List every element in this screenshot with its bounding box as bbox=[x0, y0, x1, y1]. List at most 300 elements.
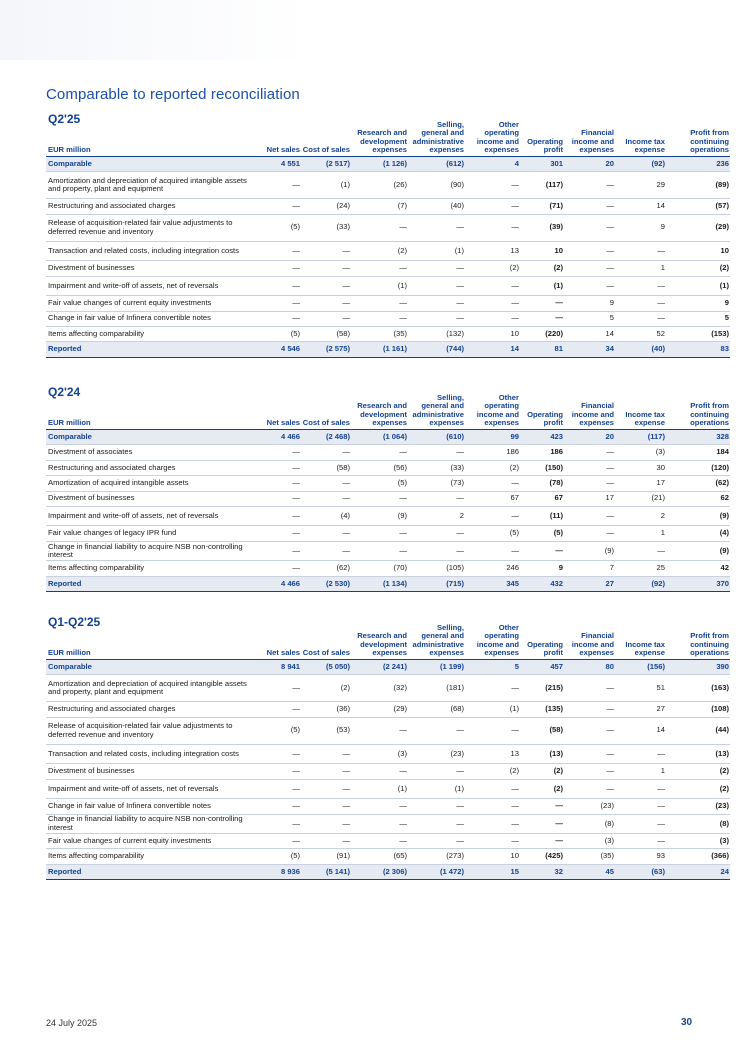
cell-net-sales: — bbox=[256, 172, 301, 199]
cell-rnd: (9) bbox=[351, 506, 408, 526]
cell-rnd: — bbox=[351, 526, 408, 541]
cell-cost-of-sales: — bbox=[301, 296, 351, 311]
cell-rnd: (35) bbox=[351, 326, 408, 341]
cell-sga: — bbox=[408, 834, 465, 849]
cell-fin: — bbox=[564, 526, 615, 541]
cell-cost-of-sales: — bbox=[301, 241, 351, 261]
table-row bbox=[46, 241, 730, 261]
row-label: Divestment of businesses bbox=[46, 491, 256, 506]
cell-rnd: (7) bbox=[351, 199, 408, 214]
cell-other-op: 67 bbox=[465, 491, 520, 506]
table-row bbox=[46, 541, 730, 561]
cell-sga: — bbox=[408, 491, 465, 506]
cell-sga: (744) bbox=[408, 342, 465, 357]
cell-fin: 20 bbox=[564, 430, 615, 445]
cell-rnd: (2 306) bbox=[351, 864, 408, 879]
cell-rnd: — bbox=[351, 541, 408, 561]
cell-other-op: 345 bbox=[465, 576, 520, 591]
row-label: Change in financial liability to acquire NSB non-controlling interest bbox=[46, 541, 256, 561]
cell-op-profit: (425) bbox=[520, 849, 564, 864]
row-label: Release of acquisition-related fair value adjustments to deferred revenue and inventory bbox=[46, 717, 256, 744]
cell-rnd: — bbox=[351, 261, 408, 276]
reported-row bbox=[46, 864, 730, 879]
cell-profit: (89) bbox=[666, 172, 730, 199]
cell-op-profit: — bbox=[520, 296, 564, 311]
cell-op-profit: (1) bbox=[520, 276, 564, 296]
cell-tax: 1 bbox=[615, 764, 666, 779]
cell-fin: — bbox=[564, 506, 615, 526]
row-label: Amortization and depreciation of acquired intangible assets and property, plant and equipment bbox=[46, 172, 256, 199]
cell-profit: 184 bbox=[666, 445, 730, 460]
cell-net-sales: (5) bbox=[256, 717, 301, 744]
cell-tax: — bbox=[615, 799, 666, 814]
row-label: Divestment of businesses bbox=[46, 261, 256, 276]
cell-rnd: (2) bbox=[351, 241, 408, 261]
cell-rnd: (26) bbox=[351, 172, 408, 199]
cell-profit: (9) bbox=[666, 541, 730, 561]
table-row bbox=[46, 276, 730, 296]
cell-rnd: (1 126) bbox=[351, 157, 408, 172]
cell-rnd: (65) bbox=[351, 849, 408, 864]
cell-rnd: — bbox=[351, 311, 408, 326]
cell-cost-of-sales: (58) bbox=[301, 460, 351, 475]
row-label: Comparable bbox=[46, 430, 256, 445]
row-label: Items affecting comparability bbox=[46, 849, 256, 864]
cell-net-sales: — bbox=[256, 675, 301, 702]
cell-net-sales: — bbox=[256, 476, 301, 491]
table-row bbox=[46, 779, 730, 799]
cell-fin: (8) bbox=[564, 814, 615, 834]
cell-op-profit: (2) bbox=[520, 764, 564, 779]
cell-rnd: — bbox=[351, 799, 408, 814]
cell-op-profit: 457 bbox=[520, 660, 564, 675]
header-row bbox=[46, 391, 730, 430]
cell-cost-of-sales: — bbox=[301, 541, 351, 561]
column-header-eur: EUR million bbox=[48, 418, 91, 428]
column-header-rnd: Research and development expenses bbox=[357, 631, 407, 658]
cell-fin: 17 bbox=[564, 491, 615, 506]
cell-profit: 62 bbox=[666, 491, 730, 506]
cell-profit: 390 bbox=[666, 660, 730, 675]
cell-rnd: — bbox=[351, 296, 408, 311]
cell-net-sales: — bbox=[256, 261, 301, 276]
cell-op-profit: (215) bbox=[520, 675, 564, 702]
cell-profit: 24 bbox=[666, 864, 730, 879]
table-row bbox=[46, 717, 730, 744]
cell-sga: — bbox=[408, 541, 465, 561]
cell-rnd: (1) bbox=[351, 276, 408, 296]
cell-profit: 236 bbox=[666, 157, 730, 172]
cell-fin: — bbox=[564, 445, 615, 460]
cell-sga: — bbox=[408, 799, 465, 814]
cell-profit: 42 bbox=[666, 561, 730, 576]
cell-sga: (40) bbox=[408, 199, 465, 214]
row-label: Fair value changes of current equity investments bbox=[46, 296, 256, 311]
reconciliation-table bbox=[46, 391, 730, 592]
cell-op-profit: — bbox=[520, 311, 564, 326]
cell-profit: (163) bbox=[666, 675, 730, 702]
cell-cost-of-sales: — bbox=[301, 526, 351, 541]
cell-tax: 1 bbox=[615, 261, 666, 276]
cell-rnd: (32) bbox=[351, 675, 408, 702]
header-band bbox=[0, 0, 310, 60]
cell-profit: (57) bbox=[666, 199, 730, 214]
cell-sga: (68) bbox=[408, 702, 465, 717]
cell-op-profit: 423 bbox=[520, 430, 564, 445]
cell-fin: — bbox=[564, 199, 615, 214]
row-label: Impairment and write-off of assets, net of reversals bbox=[46, 506, 256, 526]
cell-op-profit: (2) bbox=[520, 779, 564, 799]
cell-sga: (1 199) bbox=[408, 660, 465, 675]
cell-profit: 10 bbox=[666, 241, 730, 261]
items-affecting-comparability-row bbox=[46, 561, 730, 576]
cell-other-op: — bbox=[465, 172, 520, 199]
cell-op-profit: (220) bbox=[520, 326, 564, 341]
cell-op-profit: — bbox=[520, 814, 564, 834]
cell-net-sales: — bbox=[256, 445, 301, 460]
cell-fin: (9) bbox=[564, 541, 615, 561]
reconciliation-table bbox=[46, 621, 730, 880]
cell-profit: (4) bbox=[666, 526, 730, 541]
column-header-other-op: Other operating income and expenses bbox=[476, 392, 519, 428]
cell-cost-of-sales: (91) bbox=[301, 849, 351, 864]
table-row bbox=[46, 526, 730, 541]
row-label: Impairment and write-off of assets, net of reversals bbox=[46, 779, 256, 799]
cell-op-profit: (11) bbox=[520, 506, 564, 526]
cell-cost-of-sales: (58) bbox=[301, 326, 351, 341]
row-label: Divestment of associates bbox=[46, 445, 256, 460]
cell-other-op: 186 bbox=[465, 445, 520, 460]
cell-other-op: 15 bbox=[465, 864, 520, 879]
cell-profit: (1) bbox=[666, 276, 730, 296]
cell-net-sales: (5) bbox=[256, 849, 301, 864]
cell-other-op: — bbox=[465, 276, 520, 296]
cell-profit: (44) bbox=[666, 717, 730, 744]
cell-profit: 83 bbox=[666, 342, 730, 357]
cell-fin: — bbox=[564, 276, 615, 296]
cell-tax: 14 bbox=[615, 717, 666, 744]
cell-fin: — bbox=[564, 744, 615, 764]
page-number: 30 bbox=[681, 1017, 693, 1028]
cell-net-sales: — bbox=[256, 779, 301, 799]
cell-other-op: (5) bbox=[465, 526, 520, 541]
cell-rnd: (2 241) bbox=[351, 660, 408, 675]
table-row bbox=[46, 172, 730, 199]
cell-cost-of-sales: — bbox=[301, 311, 351, 326]
table-row bbox=[46, 311, 730, 326]
cell-other-op: — bbox=[465, 814, 520, 834]
cell-fin: — bbox=[564, 261, 615, 276]
cell-profit: (13) bbox=[666, 744, 730, 764]
header-row bbox=[46, 621, 730, 660]
table-row bbox=[46, 799, 730, 814]
cell-sga: — bbox=[408, 214, 465, 241]
cell-net-sales: 4 466 bbox=[256, 430, 301, 445]
cell-net-sales: — bbox=[256, 491, 301, 506]
cell-sga: (181) bbox=[408, 675, 465, 702]
cell-other-op: (2) bbox=[465, 764, 520, 779]
cell-tax: — bbox=[615, 814, 666, 834]
cell-tax: — bbox=[615, 241, 666, 261]
cell-net-sales: (5) bbox=[256, 214, 301, 241]
row-label: Items affecting comparability bbox=[46, 561, 256, 576]
cell-other-op: — bbox=[465, 506, 520, 526]
cell-cost-of-sales: (2 530) bbox=[301, 576, 351, 591]
cell-profit: (2) bbox=[666, 764, 730, 779]
cell-net-sales: — bbox=[256, 744, 301, 764]
cell-cost-of-sales: (4) bbox=[301, 506, 351, 526]
cell-tax: 27 bbox=[615, 702, 666, 717]
cell-rnd: (1 064) bbox=[351, 430, 408, 445]
cell-fin: 9 bbox=[564, 296, 615, 311]
cell-op-profit: (58) bbox=[520, 717, 564, 744]
column-header-eur: EUR million bbox=[48, 648, 91, 658]
cell-tax: (40) bbox=[615, 342, 666, 357]
table-row bbox=[46, 261, 730, 276]
cell-other-op: — bbox=[465, 675, 520, 702]
cell-other-op: — bbox=[465, 214, 520, 241]
column-header-sga: Selling, general and administrative expenses bbox=[412, 622, 464, 658]
cell-rnd: — bbox=[351, 834, 408, 849]
cell-op-profit: (39) bbox=[520, 214, 564, 241]
cell-fin: 14 bbox=[564, 326, 615, 341]
footer-date: 24 July 2025 bbox=[46, 1018, 98, 1028]
section-title: Q1-Q2'25 bbox=[48, 615, 101, 629]
cell-op-profit: 81 bbox=[520, 342, 564, 357]
cell-sga: — bbox=[408, 526, 465, 541]
cell-cost-of-sales: (2 468) bbox=[301, 430, 351, 445]
page-title: Comparable to reported reconciliation bbox=[46, 86, 300, 103]
cell-other-op: — bbox=[465, 717, 520, 744]
cell-other-op: — bbox=[465, 311, 520, 326]
table-row bbox=[46, 476, 730, 491]
cell-tax: 25 bbox=[615, 561, 666, 576]
cell-cost-of-sales: — bbox=[301, 799, 351, 814]
cell-profit: 370 bbox=[666, 576, 730, 591]
column-header-profit: Profit from continuing operations bbox=[690, 128, 729, 155]
cell-cost-of-sales: (24) bbox=[301, 199, 351, 214]
cell-profit: (23) bbox=[666, 799, 730, 814]
cell-rnd: — bbox=[351, 214, 408, 241]
column-header-op-profit: Operating profit bbox=[527, 409, 563, 428]
cell-profit: (9) bbox=[666, 506, 730, 526]
cell-profit: (62) bbox=[666, 476, 730, 491]
cell-cost-of-sales: — bbox=[301, 834, 351, 849]
column-header-tax: Income tax expense bbox=[625, 136, 665, 155]
cell-fin: — bbox=[564, 460, 615, 475]
column-header-net-sales: Net sales bbox=[266, 145, 300, 155]
table-row bbox=[46, 199, 730, 214]
comparable-row bbox=[46, 157, 730, 172]
cell-rnd: (1) bbox=[351, 779, 408, 799]
column-header-net-sales: Net sales bbox=[266, 648, 300, 658]
cell-tax: (3) bbox=[615, 445, 666, 460]
cell-tax: — bbox=[615, 744, 666, 764]
row-label: Comparable bbox=[46, 157, 256, 172]
cell-other-op: (2) bbox=[465, 460, 520, 475]
cell-fin: — bbox=[564, 476, 615, 491]
cell-fin: 80 bbox=[564, 660, 615, 675]
column-header-fin: Financial income and expenses bbox=[571, 631, 614, 658]
cell-profit: 328 bbox=[666, 430, 730, 445]
table-row bbox=[46, 445, 730, 460]
cell-fin: — bbox=[564, 675, 615, 702]
cell-other-op: — bbox=[465, 834, 520, 849]
cell-fin: (3) bbox=[564, 834, 615, 849]
cell-other-op: 14 bbox=[465, 342, 520, 357]
cell-sga: (105) bbox=[408, 561, 465, 576]
column-header-eur: EUR million bbox=[48, 145, 91, 155]
column-header-rnd: Research and development expenses bbox=[357, 128, 407, 155]
cell-fin: 7 bbox=[564, 561, 615, 576]
section-title: Q2'24 bbox=[48, 385, 81, 399]
cell-net-sales: — bbox=[256, 276, 301, 296]
table-row bbox=[46, 834, 730, 849]
cell-other-op: 13 bbox=[465, 744, 520, 764]
column-header-fin: Financial income and expenses bbox=[571, 128, 614, 155]
cell-sga: (610) bbox=[408, 430, 465, 445]
cell-rnd: (1 161) bbox=[351, 342, 408, 357]
cell-cost-of-sales: — bbox=[301, 261, 351, 276]
cell-tax: 9 bbox=[615, 214, 666, 241]
table-row bbox=[46, 675, 730, 702]
cell-sga: (132) bbox=[408, 326, 465, 341]
cell-op-profit: 9 bbox=[520, 561, 564, 576]
cell-op-profit: (2) bbox=[520, 261, 564, 276]
cell-cost-of-sales: (62) bbox=[301, 561, 351, 576]
cell-op-profit: 10 bbox=[520, 241, 564, 261]
cell-net-sales: 8 936 bbox=[256, 864, 301, 879]
row-label: Reported bbox=[46, 342, 256, 357]
cell-cost-of-sales: — bbox=[301, 764, 351, 779]
row-label: Change in financial liability to acquire NSB non-controlling interest bbox=[46, 814, 256, 834]
cell-op-profit: 186 bbox=[520, 445, 564, 460]
items-affecting-comparability-row bbox=[46, 326, 730, 341]
cell-net-sales: — bbox=[256, 506, 301, 526]
cell-other-op: — bbox=[465, 541, 520, 561]
table-row bbox=[46, 460, 730, 475]
cell-sga: (23) bbox=[408, 744, 465, 764]
cell-other-op: 10 bbox=[465, 326, 520, 341]
header-row bbox=[46, 118, 730, 157]
cell-sga: (1 472) bbox=[408, 864, 465, 879]
comparable-row bbox=[46, 430, 730, 445]
cell-net-sales: 8 941 bbox=[256, 660, 301, 675]
cell-other-op: — bbox=[465, 296, 520, 311]
cell-other-op: 246 bbox=[465, 561, 520, 576]
cell-tax: 51 bbox=[615, 675, 666, 702]
cell-rnd: (56) bbox=[351, 460, 408, 475]
row-label: Amortization and depreciation of acquired intangible assets and property, plant and equipment bbox=[46, 675, 256, 702]
cell-cost-of-sales: (33) bbox=[301, 214, 351, 241]
cell-net-sales: — bbox=[256, 702, 301, 717]
cell-net-sales: — bbox=[256, 311, 301, 326]
cell-net-sales: — bbox=[256, 561, 301, 576]
items-affecting-comparability-row bbox=[46, 849, 730, 864]
cell-fin: 27 bbox=[564, 576, 615, 591]
cell-other-op: — bbox=[465, 799, 520, 814]
cell-op-profit: (71) bbox=[520, 199, 564, 214]
cell-other-op: — bbox=[465, 199, 520, 214]
row-label: Amortization of acquired intangible assets bbox=[46, 476, 256, 491]
cell-tax: 29 bbox=[615, 172, 666, 199]
cell-rnd: — bbox=[351, 814, 408, 834]
cell-cost-of-sales: (2 575) bbox=[301, 342, 351, 357]
row-label: Transaction and related costs, including integration costs bbox=[46, 241, 256, 261]
row-label: Release of acquisition-related fair value adjustments to deferred revenue and inventory bbox=[46, 214, 256, 241]
row-label: Impairment and write-off of assets, net of reversals bbox=[46, 276, 256, 296]
table-row bbox=[46, 814, 730, 834]
cell-fin: — bbox=[564, 241, 615, 261]
table-row bbox=[46, 702, 730, 717]
column-header-op-profit: Operating profit bbox=[527, 136, 563, 155]
cell-sga: (715) bbox=[408, 576, 465, 591]
cell-profit: (108) bbox=[666, 702, 730, 717]
cell-fin: 34 bbox=[564, 342, 615, 357]
cell-tax: 14 bbox=[615, 199, 666, 214]
column-header-other-op: Other operating income and expenses bbox=[476, 119, 519, 155]
cell-other-op: 10 bbox=[465, 849, 520, 864]
cell-other-op: (2) bbox=[465, 261, 520, 276]
cell-other-op: 5 bbox=[465, 660, 520, 675]
cell-other-op: 99 bbox=[465, 430, 520, 445]
comparable-row bbox=[46, 660, 730, 675]
cell-profit: 9 bbox=[666, 296, 730, 311]
table-row bbox=[46, 744, 730, 764]
cell-cost-of-sales: (36) bbox=[301, 702, 351, 717]
cell-fin: — bbox=[564, 779, 615, 799]
cell-sga: — bbox=[408, 276, 465, 296]
row-label: Comparable bbox=[46, 660, 256, 675]
table-row bbox=[46, 764, 730, 779]
cell-sga: (73) bbox=[408, 476, 465, 491]
cell-profit: (366) bbox=[666, 849, 730, 864]
cell-sga: (1) bbox=[408, 241, 465, 261]
cell-tax: (156) bbox=[615, 660, 666, 675]
cell-net-sales: — bbox=[256, 814, 301, 834]
cell-cost-of-sales: — bbox=[301, 779, 351, 799]
column-header-op-profit: Operating profit bbox=[527, 639, 563, 658]
cell-sga: — bbox=[408, 814, 465, 834]
cell-rnd: — bbox=[351, 717, 408, 744]
cell-fin: — bbox=[564, 717, 615, 744]
cell-tax: 93 bbox=[615, 849, 666, 864]
reported-row bbox=[46, 342, 730, 357]
row-label: Change in fair value of Infinera convertible notes bbox=[46, 799, 256, 814]
cell-cost-of-sales: (1) bbox=[301, 172, 351, 199]
cell-other-op: — bbox=[465, 779, 520, 799]
cell-net-sales: — bbox=[256, 799, 301, 814]
cell-tax: — bbox=[615, 276, 666, 296]
cell-cost-of-sales: — bbox=[301, 476, 351, 491]
cell-net-sales: — bbox=[256, 834, 301, 849]
cell-tax: 1 bbox=[615, 526, 666, 541]
column-header-rnd: Research and development expenses bbox=[357, 401, 407, 428]
column-header-cost-of-sales: Cost of sales bbox=[302, 145, 350, 155]
cell-fin: — bbox=[564, 172, 615, 199]
column-header-profit: Profit from continuing operations bbox=[690, 631, 729, 658]
cell-sga: (33) bbox=[408, 460, 465, 475]
cell-profit: (2) bbox=[666, 779, 730, 799]
table-row bbox=[46, 214, 730, 241]
cell-sga: — bbox=[408, 296, 465, 311]
cell-cost-of-sales: — bbox=[301, 814, 351, 834]
row-label: Divestment of businesses bbox=[46, 764, 256, 779]
cell-sga: — bbox=[408, 764, 465, 779]
cell-profit: 5 bbox=[666, 311, 730, 326]
cell-rnd: (29) bbox=[351, 702, 408, 717]
cell-cost-of-sales: (5 141) bbox=[301, 864, 351, 879]
